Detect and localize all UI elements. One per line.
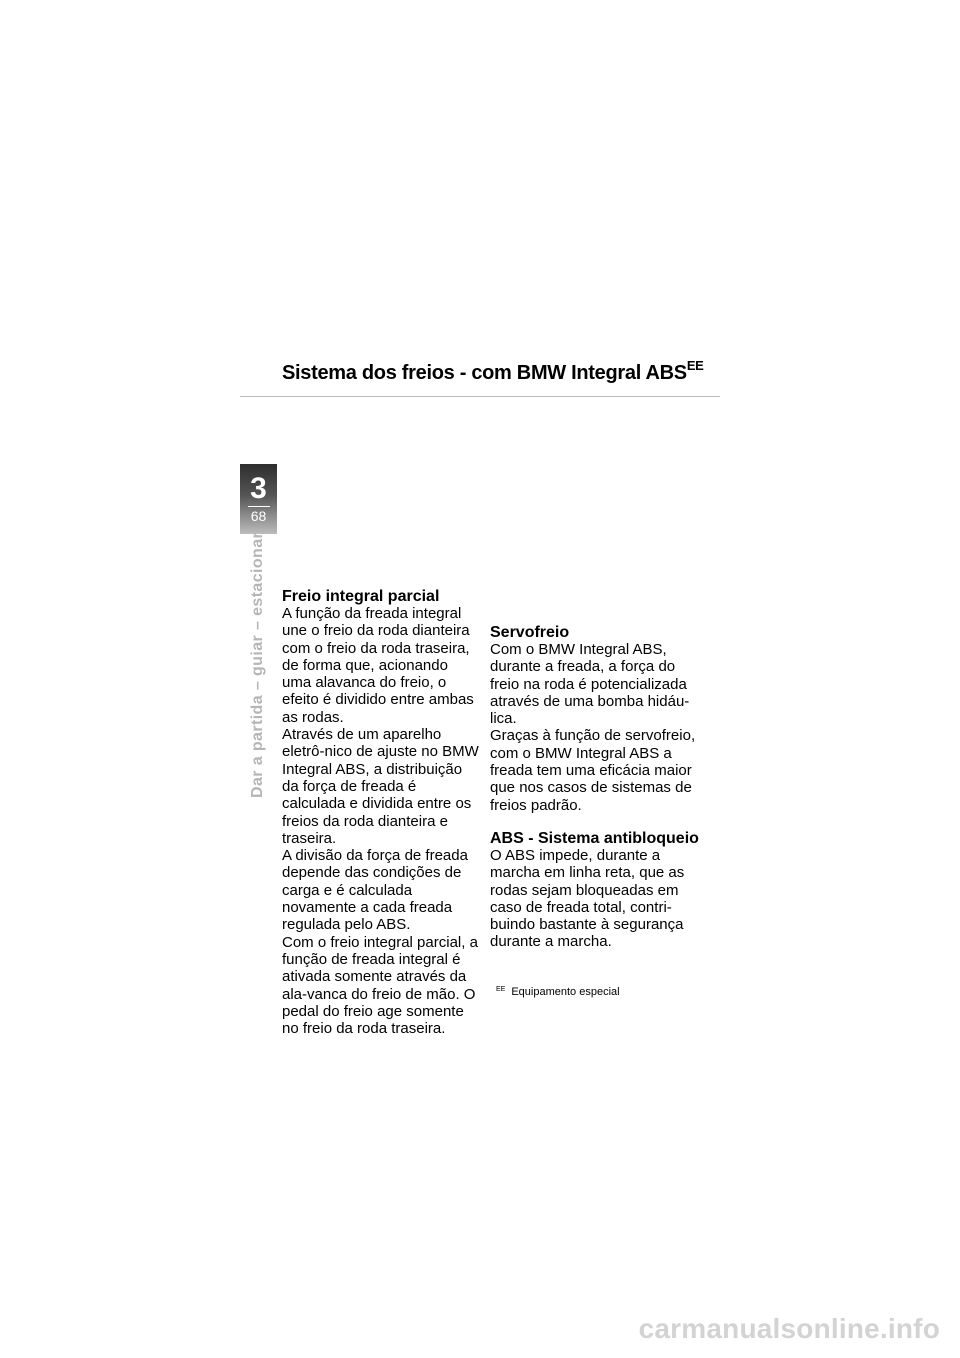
right-column [490, 624, 700, 951]
paragraph: Através de um aparelho eletrô-nico de ajuste no BMW Integral ABS, a distribuição da força de freada é calculada e dividida entre os freios da roda dianteira e traseira. [282, 726, 479, 847]
section-spacer [490, 814, 700, 830]
paragraph: A divisão da força de freada depende das condições de carga e é calculada novamente a cada freada regulada pelo ABS. [282, 847, 468, 934]
footnote-marker: EE [496, 986, 506, 993]
paragraph: A função da freada integral une o freio da roda dianteira com o freio da roda traseira, de forma que, acionando uma alavanca do freio, o efeito é dividido entre ambas as rodas. [282, 605, 474, 726]
chapter-side-label: Dar a partida – guiar – estacionar [249, 531, 266, 798]
paragraph: Com o BMW Integral ABS, durante a freada, a força do freio na roda é potencializada através de uma bomba hidáu-lica. [490, 641, 690, 728]
chapter-tab [240, 464, 277, 534]
chapter-number: 3 [250, 472, 267, 505]
left-column [282, 588, 480, 1037]
section-title-freio-integral: Freio integral parcial [282, 588, 440, 605]
section-title-servofreio: Servofreio [490, 624, 570, 641]
page-title-superscript: EE [686, 358, 704, 373]
footnote-text: Equipamento especial [511, 986, 620, 998]
footnote [496, 986, 620, 998]
page-title [282, 358, 704, 385]
paragraph: O ABS impede, durante a marcha em linha reta, que as rodas sejam bloqueadas em caso de freada total, contri-buindo bastante à segurança durante a marcha. [490, 846, 685, 951]
chapter-divider [248, 506, 270, 507]
watermark: carmanualsonline.info [638, 1313, 940, 1344]
page-title-text: Sistema dos freios - com BMW Integral ABS [282, 362, 687, 384]
paragraph: Com o freio integral parcial, a função de freada integral é ativada somente através da ala-vanca do freio de mão. O pedal do freio age somente no freio da roda traseira. [282, 933, 478, 1038]
paragraph: Graças à função de servofreio, com o BMW Integral ABS a freada tem uma eficácia maior que nos casos de sistemas de freios padrão. [490, 727, 696, 814]
section-title-abs: ABS - Sistema antibloqueio [490, 829, 699, 847]
page-number: 68 [250, 508, 267, 524]
header-divider [240, 396, 720, 397]
